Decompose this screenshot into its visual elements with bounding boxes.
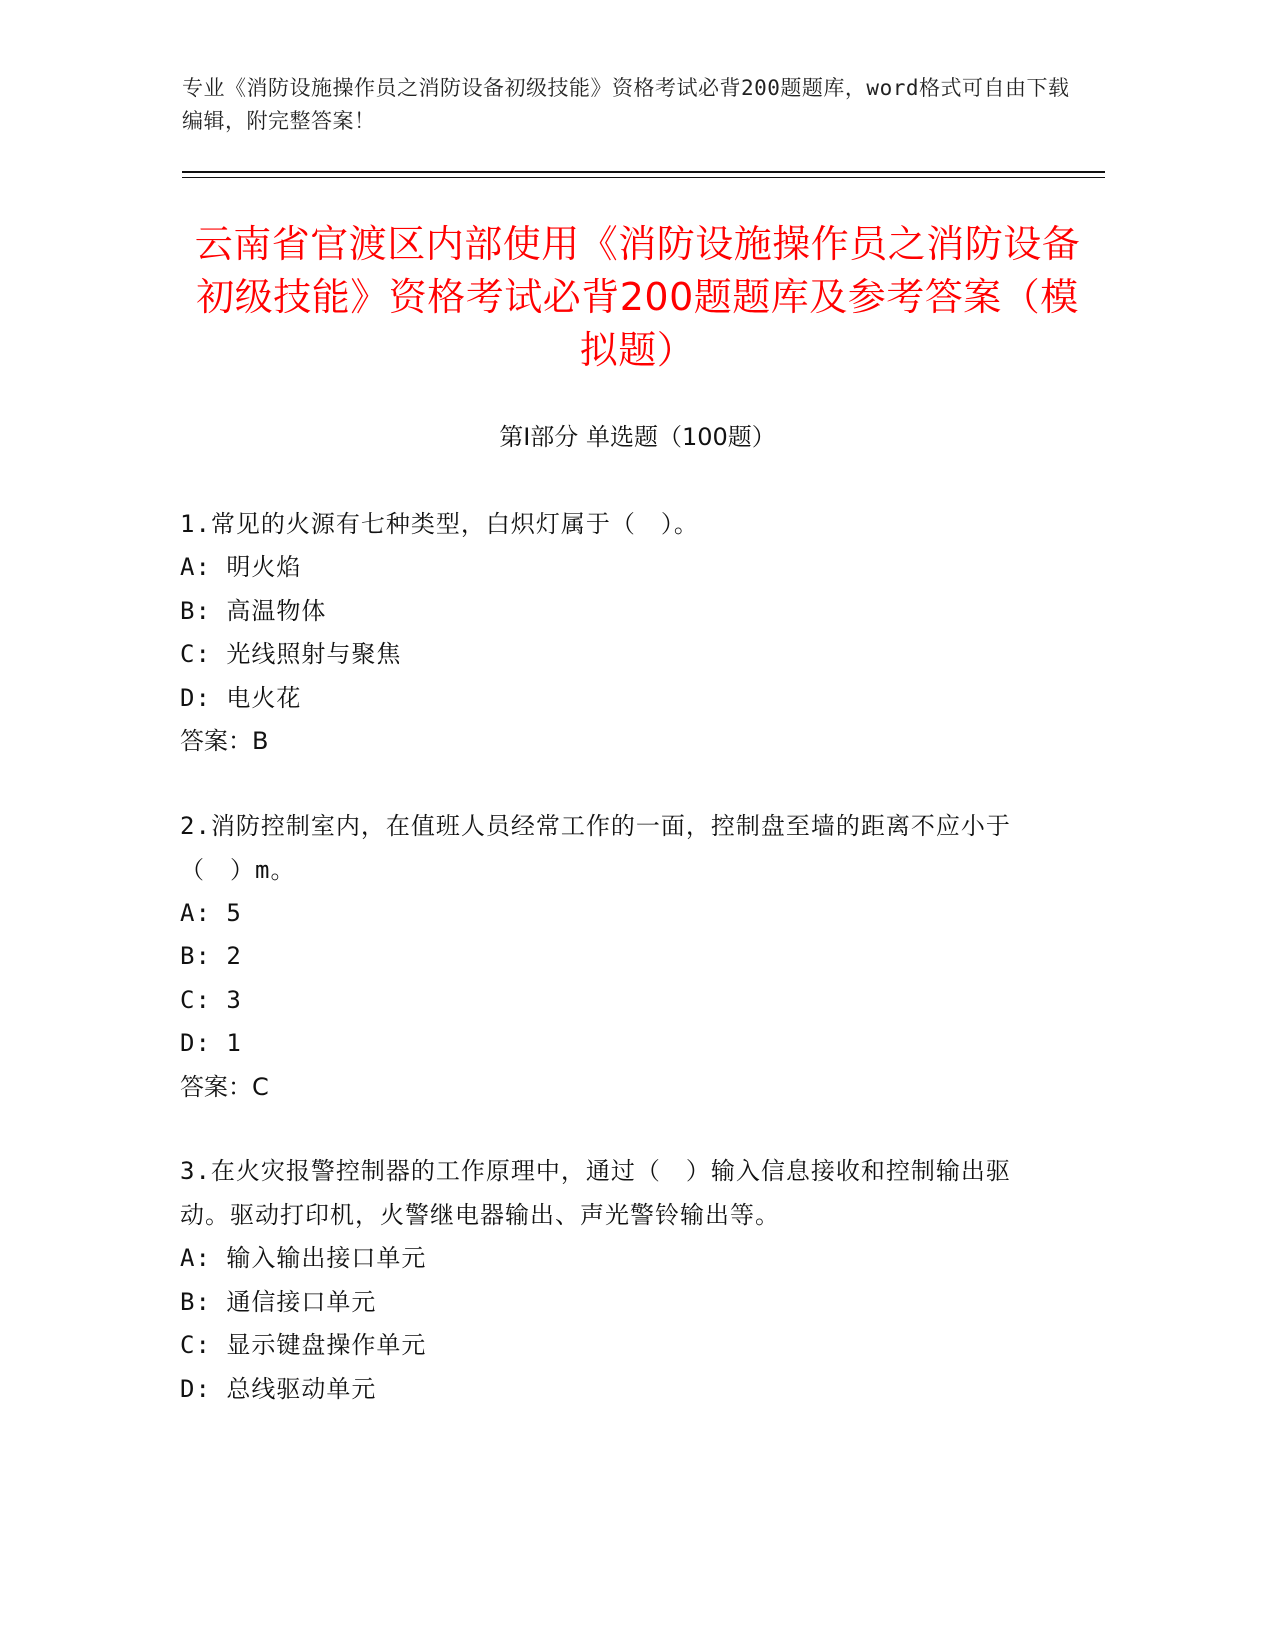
question-text: 2.消防控制室内，在值班人员经常工作的一面，控制盘至墙的距离不应小于（ ）m。 [180,811,1011,884]
option-d [180,677,1060,721]
option-text: 显示键盘操作单元 [226,1331,427,1359]
question-list [180,502,1060,1451]
option-label: C: [180,985,211,1014]
option-d [180,1368,1060,1412]
option-text: 通信接口单元 [226,1287,377,1316]
option-label: D: [180,1374,211,1403]
answer: 答案：B [180,727,269,755]
option-c [180,1324,1060,1368]
option-label: C: [180,640,211,668]
option-text: 输入输出接口单元 [226,1244,427,1272]
question-text: 3.在火灾报警控制器的工作原理中，通过（ ）输入信息接收和控制输出驱动。驱动打印机，火警继电器输出、声光警铃输出等。 [180,1157,1011,1229]
option-label: C: [180,1331,211,1359]
document-title: 云南省官渡区内部使用《消防设施操作员之消防设备初级技能》资格考试必背200题题库及参考答案（模拟题） [194,222,1081,372]
option-label: B: [180,596,211,625]
header-note: 专业《消防设施操作员之消防设备初级技能》资格考试必背200题题库，word格式可自由下载编辑，附完整答案！ [182,76,1070,133]
option-text: 电火花 [226,683,302,712]
option-label: A: [180,898,211,927]
option-label: D: [180,1029,211,1057]
option-text: 总线驱动单元 [226,1374,377,1403]
option-label: D: [180,683,211,712]
option-a [180,1237,1060,1281]
option-text: 5 [226,898,242,927]
question-2 [180,804,1060,1110]
option-a [180,892,1060,936]
option-b [180,590,1060,634]
option-d [180,1022,1060,1066]
option-label: B: [180,942,211,970]
option-c [180,633,1060,677]
option-text: 明火焰 [226,553,302,581]
question-1 [180,502,1060,764]
option-label: A: [180,553,211,581]
question-3 [180,1149,1060,1411]
header-rule-thick [182,171,1105,173]
option-label: A: [180,1244,211,1272]
option-text: 高温物体 [226,596,327,625]
option-text: 3 [226,985,242,1014]
option-label: B: [180,1287,211,1316]
option-text: 光线照射与聚焦 [226,640,402,668]
section-heading: 第I部分 单选题（100题） [499,423,776,451]
question-text: 1.常见的火源有七种类型，白炽灯属于（ ）。 [180,510,699,538]
option-b [180,935,1060,979]
option-text: 1 [226,1029,242,1057]
header-rule-thin [182,177,1105,178]
answer: 答案：C [180,1072,269,1101]
option-b [180,1281,1060,1325]
option-a [180,546,1060,590]
option-c [180,979,1060,1023]
option-text: 2 [226,942,242,970]
